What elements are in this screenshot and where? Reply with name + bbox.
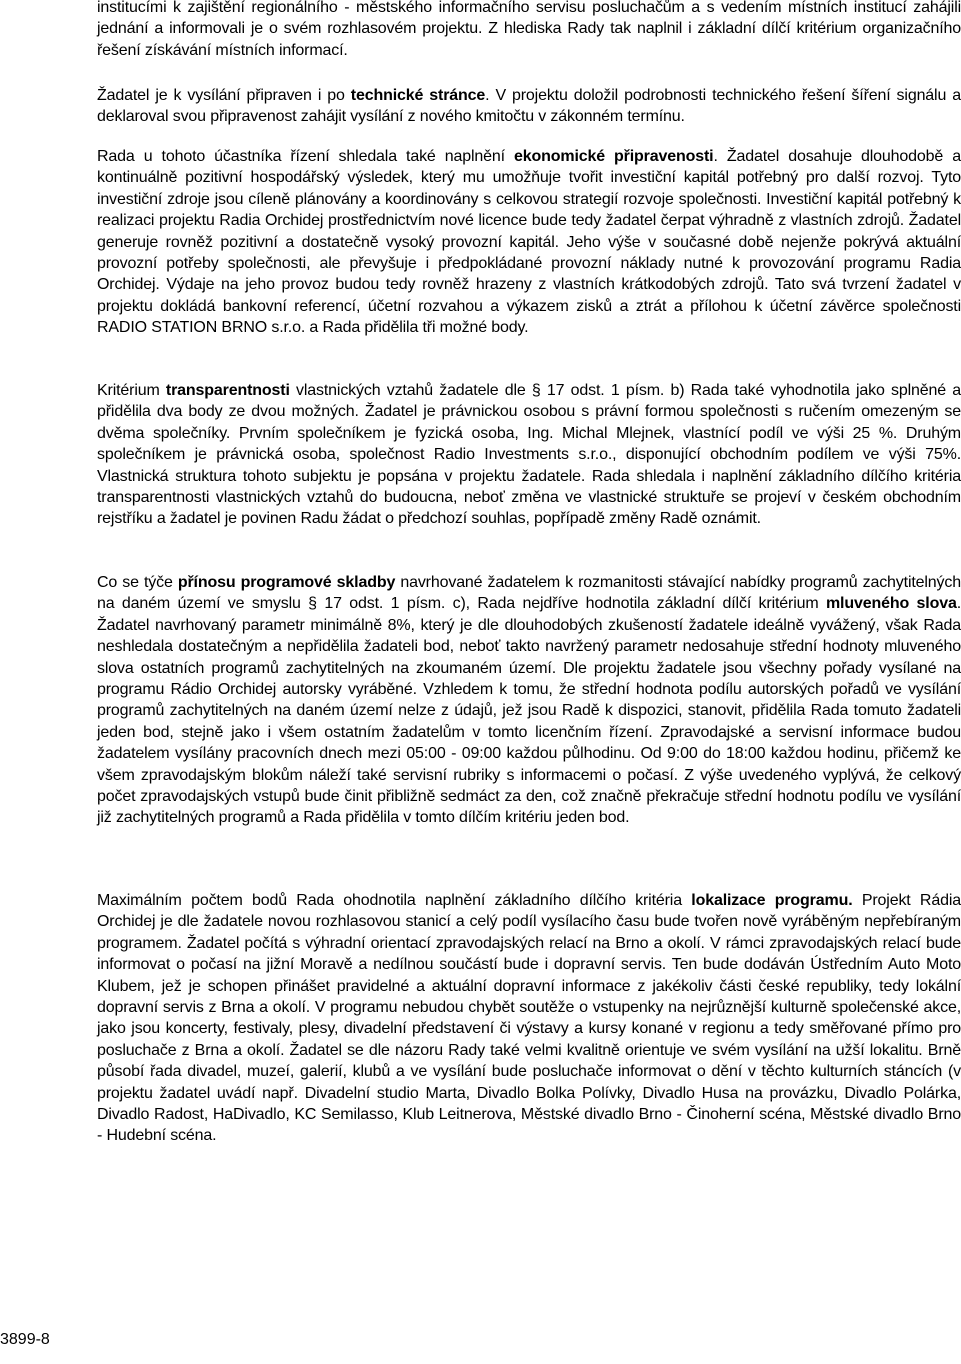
text-segment: institucími k zajištění regionálního - městského informačního servisu posluchačům a s vedením místních institucí zahájili jednání a informovali je o svém rozhlasovém projektu. Z hlediska Rady tak naplnil i základní dílčí kritérium organizačního řešení získávání místních informací. [97, 0, 961, 59]
page-footer-number: 3899-8 [0, 1331, 50, 1348]
text-segment: Rada u tohoto účastníka řízení shledala také naplnění [97, 148, 514, 165]
bold-text-segment: transparentnosti [165, 382, 290, 399]
paragraph-ownership-transparency [97, 380, 961, 530]
text-segment: navrhované žadatelem k rozmanitosti stávající nabídky programů zachytitelných na daném území ve smyslu § 17 odst. 1 písm. c), Rada nejdříve hodnotila základní dílčí kritérium [97, 574, 961, 613]
bold-text-segment: technické stránce [350, 87, 486, 104]
text-segment: Co se týče [97, 574, 178, 591]
text-segment: Maximálním počtem bodů Rada ohodnotila naplnění základního dílčího kritéria [97, 892, 692, 909]
bold-text-segment: přínosu programové skladby [177, 574, 396, 591]
paragraph-program-contribution [97, 572, 961, 829]
bold-text-segment: ekonomické připravenosti [514, 148, 714, 165]
text-segment: Projekt Rádia Orchidej je dle žadatele novou rozhlasovou stanicí a celý podíl vysílacího času bude tvořen nově vyráběným nepřebíraným programem. Žadatel počítá s výhradní orientací zpravodajských relací na Brno a okolí. V rámci zpravodajských relací bude informovat o počasí na jižní Moravě a nedílnou součástí bude i dopravní servis. Ten bude dodáván Ústředním Auto Moto Klubem, jež je schopen přinášet pravidelné a aktuální dopravní informace z jakékoliv části české republiky, tedy lokální dopravní servis z Brna a okolí. V programu nebudou chybět soutěže o vstupenky na nejrůznější kulturně společenské akce, jako jsou koncerty, festivaly, plesy, divadelní představení či výstavy a kursy konané v regionu a tedy směřované přímo pro posluchače z Brna a okolí. Žadatel se dle názoru Rady také velmi kvalitně orientuje ve svém vysílání na užší lokalitu. Brně působí řada divadel, muzeí, galerií, klubů a ve vysílání bude posluchače informovat o dění v těchto kulturních stáncích (v projektu žadatel uvádí např. Divadelní studio Marta, Divadlo Bolka Polívky, Divadlo Husa na provázku, Divadlo Polárka, Divadlo Radost, HaDivadlo, KC Semilasso, Klub Leitnerova, Městské divadlo Brno - Činoherní scéna, Městské divadlo Brno - Hudební scéna. [97, 892, 961, 1145]
bold-text-segment: lokalizace programu. [691, 892, 853, 909]
paragraph-technical-readiness [97, 85, 961, 128]
text-segment: Žadatel je k vysílání připraven i po [97, 87, 351, 104]
paragraph-local-information [97, 0, 961, 61]
text-segment: . V projektu doložil podrobnosti technického řešení šíření signálu a deklaroval svou připravenost zahájit vysílání z nového kmitočtu v zákonném termínu. [97, 87, 961, 126]
text-segment: . Žadatel navrhovaný parametr minimálně 8%, který je dle dlouhodobých zkušeností žadatele ideálně vyvážený, však Rada neshledala dostatečným a nepřidělila žadateli bod, neboť takto navržený parametr nedosahuje střední hodnoty mluveného slova ostatních programů zachytitelných na zkoumaném území. Dle projektu žadatele jsou všechny pořady vysílané na programu Rádio Orchidej autorsky vyráběné. Vzhledem k tomu, že střední hodnota podílu autorských pořadů ve vysílání programů zachytitelných na daném území nelze z údajů, jež jsou Radě k dispozici, stanovit, přidělila Rada tomuto žadateli jeden bod, stejně jako i všem ostatním žadatelům v tomto licenčním řízení. Zpravodajské a servisní informace budou žadatelem vysílány pracovních dnech mezi 05:00 - 09:00 každou půlhodinu. Od 9:00 do 18:00 každou hodinu, přičemž ke všem zpravodajským blokům náleží také servisní rubriky s informacemi o počasí. Z výše uvedeného vyplývá, že celkový počet zpravodajských vstupů bude činit přibližně sedmáct za den, což značně překračuje střední hodnotu podílu ve vysílání již zachytitelných programů a Rada přidělila v tomto dílčím kritériu jeden bod. [97, 595, 961, 827]
bold-text-segment: mluveného slova [825, 595, 957, 613]
paragraph-program-localization [97, 890, 961, 1147]
text-segment: vlastnických vztahů žadatele dle § 17 odst. 1 písm. b) Rada také vyhodnotila jako splněné a přidělila dva body ze dvou možných. Žadatel je právnickou osobou s právní formou společnosti s ručením omezeným se dvěma společníky. Prvním společníkem je fyzická osoba, Ing. Michal Mlejnek, vlastnící podíl ve výši 25 %. Druhým společníkem je právnická osoba, společnost Radio Investments s.r.o., disponující obchodním podílem ve výši 75%. Vlastnická struktura tohoto subjektu je popsána v projektu žadatele. Rada shledala i naplnění základního dílčího kritéria transparentnosti vlastnických vztahů do budoucna, neboť změna ve vlastnické struktuře se projeví v českém obchodním rejstříku a žadatel je povinen Radu žádat o předchozí souhlas, popřípadě změny Radě oznámit. [97, 382, 961, 528]
text-segment: Kritérium [97, 382, 166, 399]
text-segment: . Žadatel dosahuje dlouhodobě a kontinuálně pozitivní hospodářský výsledek, který mu umožňuje tvořit investiční kapitál potřebný pro další rozvoj. Tyto investiční zdroje jsou cíleně plánovány a koordinovány s celkovou strategií rozvoje společnosti. Investiční kapitál potřebný k realizaci projektu Radia Orchidej prostřednictvím nové licence bude tedy žadatel čerpat výhradně z vlastních zdrojů. Žadatel generuje rovněž pozitivní a dostatečně vysoký provozní kapitál. Jeho výše v současné době nejenže pokrývá aktuální provozní potřeby společnosti, ale převyšuje i předpokládané provozní náklady nutné k provozování programu Radia Orchidej. Výdaje na jeho provoz budou tedy rovněž hrazeny z vlastních krátkodobých zdrojů. Tato svá tvrzení žadatel v projektu dokládá bankovní referencí, účetní rozvahou a výkazem zisků a ztrát a přílohou k účetní závěrce společnosti RADIO STATION BRNO s.r.o. a Rada přidělila tři možné body. [97, 148, 961, 337]
paragraph-economic-readiness [97, 146, 961, 339]
